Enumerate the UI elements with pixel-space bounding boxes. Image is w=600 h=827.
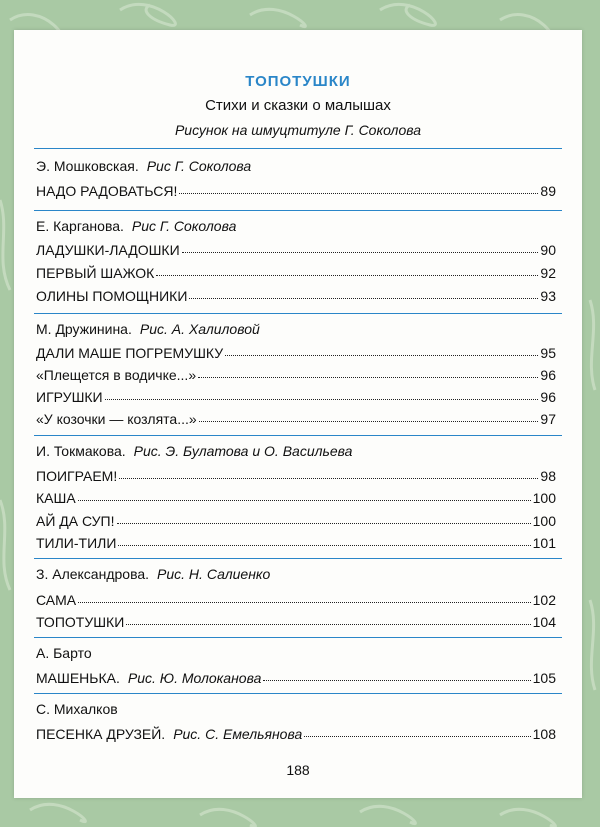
author-line: [36, 321, 260, 337]
dot-leader: [126, 624, 530, 625]
dot-leader: [189, 298, 538, 299]
author-line: [36, 218, 236, 234]
entry-title: НАДО РАДОВАТЬСЯ!: [36, 183, 178, 199]
entry-page: 95: [540, 345, 556, 361]
dot-leader: [225, 355, 538, 356]
entry-page: 100: [532, 513, 556, 529]
dot-leader: [198, 377, 538, 378]
author-line: [36, 701, 118, 717]
contents-page: [14, 30, 582, 798]
illustrator-name: Рис. Ю. Молоканова: [127, 670, 262, 686]
dot-leader: [263, 680, 530, 681]
entry-title: САМА: [36, 592, 77, 608]
toc-entry[interactable]: [36, 490, 556, 506]
entry-page: 102: [532, 592, 556, 608]
author-line: [36, 566, 270, 582]
entry-page: 92: [540, 265, 556, 281]
dot-leader: [117, 523, 531, 524]
toc-entry[interactable]: [36, 288, 556, 304]
illustrator-name: Рис. Э. Булатова и О. Васильева: [133, 443, 353, 459]
separator-line: [34, 148, 562, 149]
separator-line: [34, 435, 562, 436]
toc-entry[interactable]: [36, 592, 556, 608]
separator-line: [34, 558, 562, 559]
author-name: М. Дружинина.: [36, 321, 132, 337]
illustration-credit: Рисунок на шмуцтитуле Г. Соколова: [174, 122, 422, 138]
author-line: [36, 158, 251, 174]
illustrator-name: Рис. С. Емельянова: [173, 726, 303, 742]
dot-leader: [78, 602, 531, 603]
toc-entry[interactable]: [36, 726, 556, 742]
entry-page: 105: [532, 670, 556, 686]
entry-title: «У козочки — козлята...»: [36, 411, 197, 427]
author-name: З. Александрова.: [36, 566, 150, 582]
dot-leader: [304, 736, 530, 737]
toc-entry[interactable]: [36, 535, 556, 551]
toc-entry[interactable]: [36, 614, 556, 630]
section-title: ТОПОТУШКИ: [245, 73, 351, 90]
entry-title: ОЛИНЫ ПОМОЩНИКИ: [36, 288, 188, 304]
dot-leader: [179, 193, 538, 194]
toc-entry[interactable]: [36, 242, 556, 258]
separator-line: [34, 637, 562, 638]
toc-entry[interactable]: [36, 183, 556, 199]
entry-title: «Плещется в водичке...»: [36, 367, 197, 383]
page-number: 188: [286, 762, 310, 778]
entry-title: ИГРУШКИ: [36, 389, 103, 405]
author-line: [36, 645, 92, 661]
section-subtitle: Стихи и сказки о малышах: [205, 97, 391, 114]
entry-title: КАША: [36, 490, 76, 506]
entry-page: 96: [540, 367, 556, 383]
entry-title: ДАЛИ МАШЕ ПОГРЕМУШКУ: [36, 345, 224, 361]
author-name: С. Михалков: [36, 701, 118, 717]
toc-entry[interactable]: [36, 670, 556, 686]
dot-leader: [119, 478, 538, 479]
illustrator-name: Рис. А. Халиловой: [139, 321, 260, 337]
dot-leader: [182, 252, 539, 253]
entry-page: 93: [540, 288, 556, 304]
entry-page: 98: [540, 468, 556, 484]
author-name: И. Токмакова.: [36, 443, 126, 459]
toc-entry[interactable]: [36, 389, 556, 405]
dot-leader: [105, 399, 539, 400]
entry-title: ПЕСЕНКА ДРУЗЕЙ.: [36, 726, 166, 742]
entry-title: АЙ ДА СУП!: [36, 513, 115, 529]
entry-page: 100: [532, 490, 556, 506]
entry-page: 108: [532, 726, 556, 742]
toc-entry[interactable]: [36, 468, 556, 484]
entry-title: ТИЛИ-ТИЛИ: [36, 535, 117, 551]
dot-leader: [78, 500, 531, 501]
author-name: Э. Мошковская.: [36, 158, 139, 174]
entry-title: МАШЕНЬКА.: [36, 670, 120, 686]
entry-title: ПЕРВЫЙ ШАЖОК: [36, 265, 155, 281]
entry-title: ЛАДУШКИ-ЛАДОШКИ: [36, 242, 180, 258]
author-line: [36, 443, 352, 459]
author-name: Е. Карганова.: [36, 218, 124, 234]
separator-line: [34, 210, 562, 211]
entry-page: 89: [540, 183, 556, 199]
entry-page: 96: [540, 389, 556, 405]
illustrator-name: Рис Г. Соколова: [146, 158, 252, 174]
entry-page: 101: [532, 535, 556, 551]
toc-entry[interactable]: [36, 367, 556, 383]
entry-page: 97: [540, 411, 556, 427]
toc-entry[interactable]: [36, 411, 556, 427]
dot-leader: [156, 275, 538, 276]
separator-line: [34, 313, 562, 314]
toc-entry[interactable]: [36, 265, 556, 281]
author-name: А. Барто: [36, 645, 92, 661]
dot-leader: [118, 545, 530, 546]
separator-line: [34, 693, 562, 694]
entry-title: ПОИГРАЕМ!: [36, 468, 118, 484]
illustrator-name: Рис Г. Соколова: [131, 218, 237, 234]
entry-page: 90: [540, 242, 556, 258]
entry-page: 104: [532, 614, 556, 630]
dot-leader: [199, 421, 539, 422]
toc-entry[interactable]: [36, 513, 556, 529]
toc-entry[interactable]: [36, 345, 556, 361]
illustrator-name: Рис. Н. Салиенко: [157, 566, 271, 582]
entry-title: ТОПОТУШКИ: [36, 614, 125, 630]
